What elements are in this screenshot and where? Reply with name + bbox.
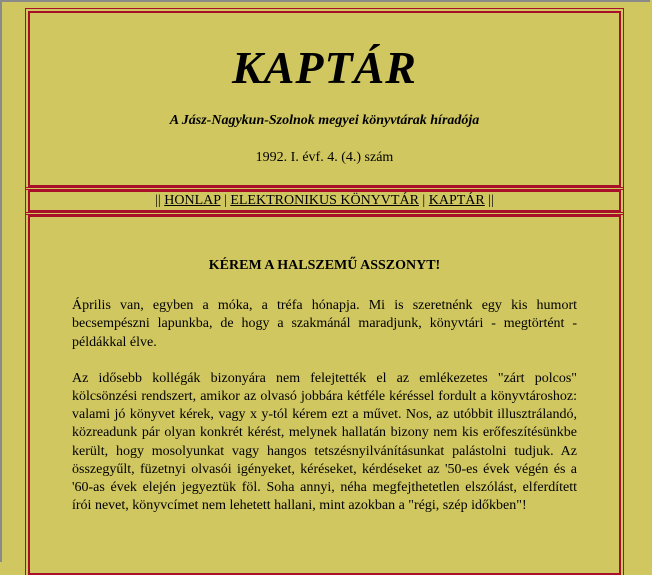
article-paragraph: Az idősebb kollégák bizonyára nem felejtették el az emlékezetes "zárt polcos" kölcsönzési rendszert, amikor az olvasó jobbára kétféle kéréssel fordult a könyvtároshoz: valami jó könyvet kérek, vagy x y-tól kérem ezt a művet. Nos, az utóbbit illusztrálandó, közreadunk pár olyan konkrét kérést, melynek hallatán bizony nem kis erőfeszítésünkbe került, hogy mosolyunkat vagy hangos tetszésnyilvánításunkat palástolni tudjuk. Az összegyűlt, füzetnyi olvasói igényeket, kéréseket, kérdéseket az '50-es évek végén és a '60-as évek elején jegyeztük föl. Soha annyi, néha megfejthetetlen elszólást, elferdített írói nevet, könyvcímet nem lehetett hallani, mint azokban a "régi, szép időkben"! xyxy=(72,370,577,514)
nav-separator: || xyxy=(155,193,161,208)
nav-link-home[interactable]: HONLAP xyxy=(164,193,221,208)
article xyxy=(72,257,577,533)
nav-separator: || xyxy=(488,193,494,208)
nav-separator: | xyxy=(224,193,227,208)
nav-link-electronic-library[interactable]: ELEKTRONIKUS KÖNYVTÁR xyxy=(230,193,419,208)
nav-links xyxy=(30,193,619,209)
site-title: KAPTÁR xyxy=(232,42,417,93)
nav-separator: | xyxy=(422,193,426,208)
article-paragraph: Április van, egyben a móka, a tréfa hónapja. Mi is szeretnénk egy kis humort becsempészni lapunkba, de hogy a szakmánál maradjunk, könyvtári - megtörtént - példákkal élve. xyxy=(72,298,577,350)
article-heading: KÉREM A HALSZEMŰ ASSZONYT! xyxy=(208,258,441,273)
site-subtitle: A Jász-Nagykun-Szolnok megyei könyvtárak híradója xyxy=(169,113,480,128)
masthead xyxy=(28,11,621,187)
nav-link-kaptar[interactable]: KAPTÁR xyxy=(428,193,485,208)
content-area xyxy=(28,215,621,575)
navigation-bar xyxy=(28,190,621,212)
issue-info: 1992. I. évf. 4. (4.) szám xyxy=(255,150,394,165)
